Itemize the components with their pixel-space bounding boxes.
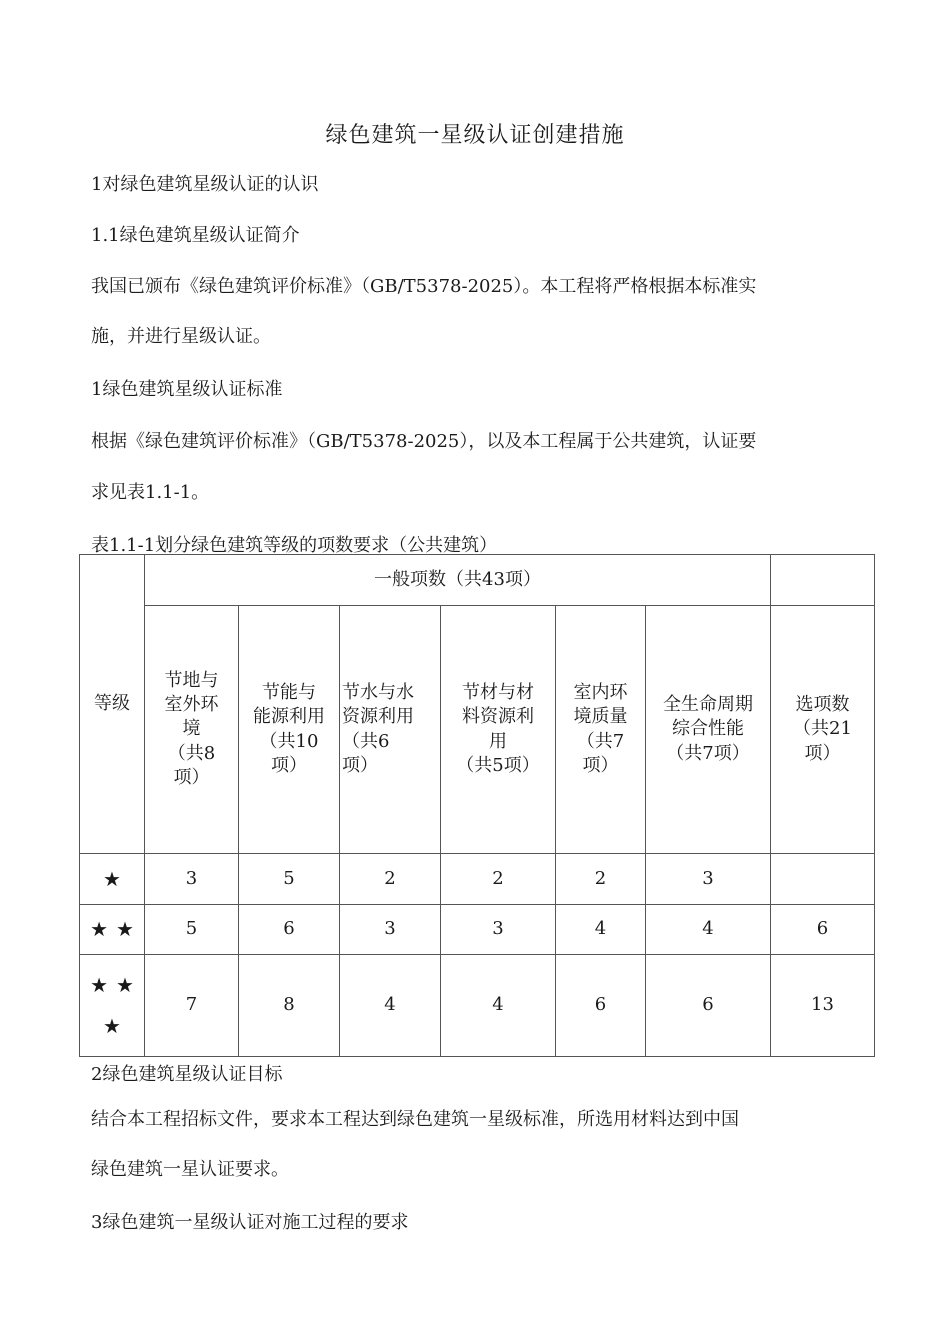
table-cell: 6 <box>646 955 771 1057</box>
star-icon: ★ <box>116 917 134 941</box>
empty-header-cell <box>771 555 875 606</box>
column-header: 节材与材 料资源利 用 （共5项） <box>441 606 556 854</box>
grade-requirements-table <box>79 554 875 1057</box>
column-header: 节能与 能源利用 （共10 项） <box>239 606 340 854</box>
column-header: 全生命周期 综合性能 （共7项） <box>646 606 771 854</box>
heading-1-1: 1.1绿色建筑星级认证简介 <box>91 225 300 246</box>
heading-standard: 1绿色建筑星级认证标准 <box>91 379 283 400</box>
grade-stars <box>80 955 145 1057</box>
grade-stars <box>80 905 145 955</box>
table-cell: 2 <box>556 854 646 905</box>
table-row <box>80 955 875 1057</box>
table-cell: 3 <box>340 905 441 955</box>
star-icon: ★ <box>90 917 108 941</box>
table-cell: 4 <box>646 905 771 955</box>
table-cell: 3 <box>646 854 771 905</box>
column-header: 室内环 境质量 （共7 项） <box>556 606 646 854</box>
star-icon: ★ <box>116 972 134 997</box>
paragraph-3-line-2: 绿色建筑一星认证要求。 <box>91 1159 289 1180</box>
heading-1: 1对绿色建筑星级认证的认识 <box>91 174 319 195</box>
table-cell: 6 <box>239 905 340 955</box>
heading-3: 3绿色建筑一星级认证对施工过程的要求 <box>91 1212 409 1233</box>
table-cell: 2 <box>441 854 556 905</box>
paragraph-1-line-1: 我国已颁布《绿色建筑评价标准》（GB/T5378-2025）。本工程将严格根据本标准实 <box>91 276 757 297</box>
grade-stars <box>80 854 145 905</box>
option-count-header: 选项数 （共21 项） <box>771 606 875 854</box>
table-cell: 4 <box>556 905 646 955</box>
table-cell: 5 <box>145 905 239 955</box>
table-cell: 3 <box>145 854 239 905</box>
paragraph-2-line-2: 求见表1.1-1。 <box>91 482 210 503</box>
table-cell: 2 <box>340 854 441 905</box>
table-cell: 13 <box>771 955 875 1057</box>
column-header: 节地与 室外环 境 （共8 项） <box>145 606 239 854</box>
table-cell: 4 <box>441 955 556 1057</box>
star-icon: ★ <box>103 1013 121 1038</box>
table-cell: 6 <box>556 955 646 1057</box>
table-row <box>80 905 875 955</box>
table-cell: 3 <box>441 905 556 955</box>
paragraph-2-line-1: 根据《绿色建筑评价标准》（GB/T5378-2025），以及本工程属于公共建筑，认证要 <box>91 431 757 452</box>
grade-header: 等级 <box>80 555 145 854</box>
heading-2: 2绿色建筑星级认证目标 <box>91 1064 283 1085</box>
table-cell: 5 <box>239 854 340 905</box>
general-items-header: 一般项数（共43项） <box>145 555 771 606</box>
table-cell: 8 <box>239 955 340 1057</box>
star-icon: ★ <box>103 866 121 891</box>
star-icon: ★ <box>90 972 108 997</box>
table-row <box>80 854 875 905</box>
document-title: 绿色建筑一星级认证创建措施 <box>325 123 625 148</box>
table-cell: 4 <box>340 955 441 1057</box>
paragraph-3-line-1: 结合本工程招标文件，要求本工程达到绿色建筑一星级标准，所选用材料达到中国 <box>91 1109 739 1130</box>
table-cell: 6 <box>771 905 875 955</box>
table-cell <box>771 854 875 905</box>
table-cell: 7 <box>145 955 239 1057</box>
paragraph-1-line-2: 施，并进行星级认证。 <box>91 326 271 347</box>
column-header: 节水与水 资源利用 （共6 项） <box>340 606 441 854</box>
table-caption: 表1.1-1划分绿色建筑等级的项数要求（公共建筑） <box>91 535 498 556</box>
